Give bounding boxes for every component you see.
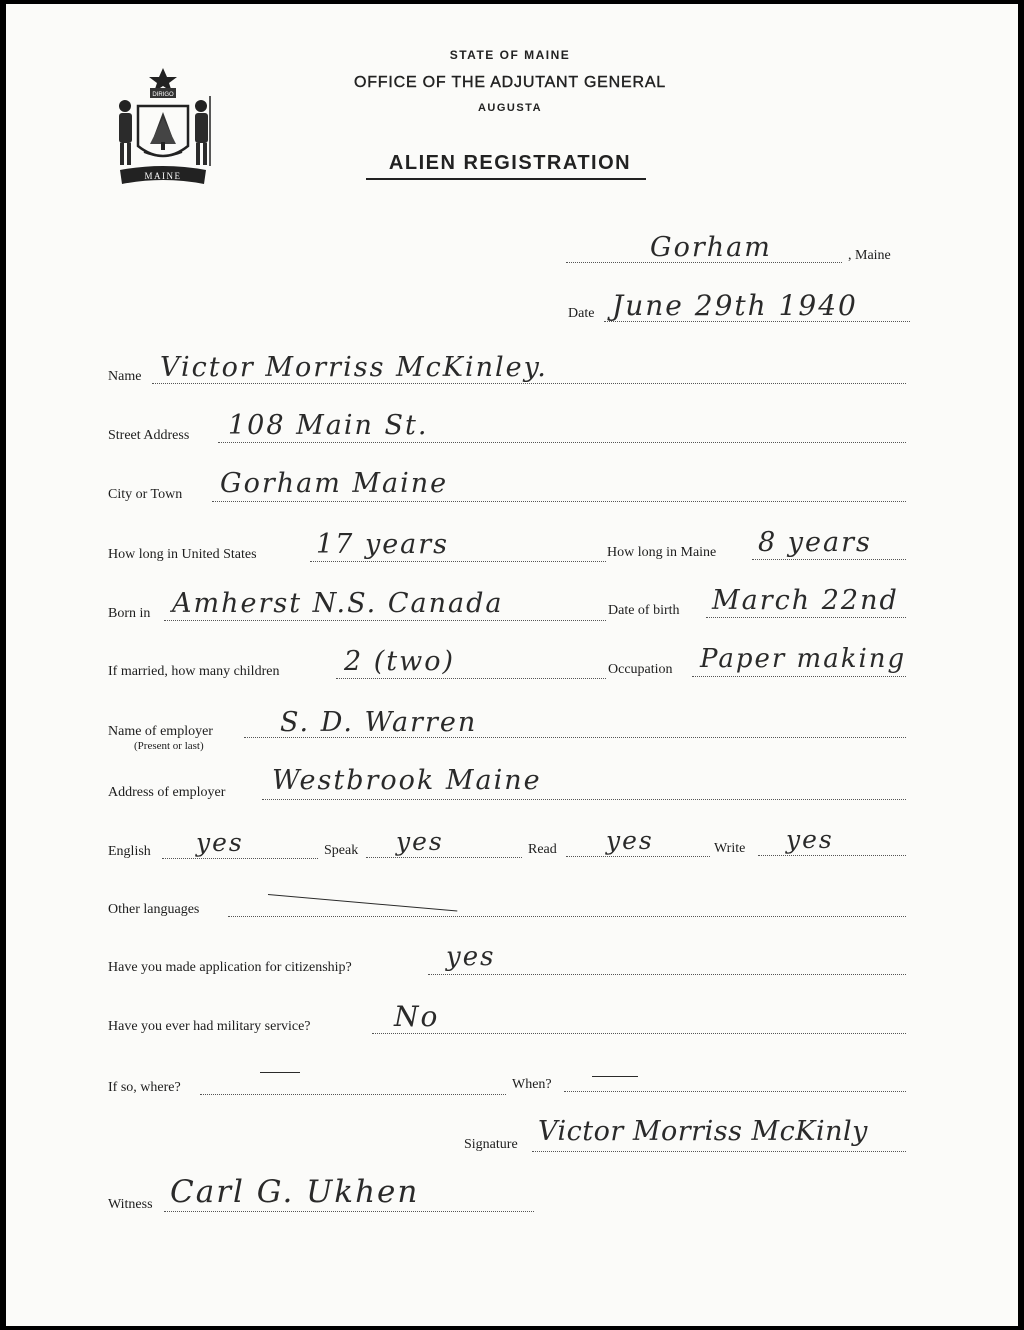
witness-field-line bbox=[164, 1211, 534, 1212]
title-underline bbox=[366, 178, 646, 180]
witness-label: Witness bbox=[108, 1197, 153, 1212]
signature-label: Signature bbox=[464, 1137, 518, 1152]
read-label: Read bbox=[528, 842, 557, 857]
dob-entry: March 22nd bbox=[712, 585, 899, 616]
form-title: ALIEN REGISTRATION bbox=[388, 152, 632, 174]
date-entry: June 29th 1940 bbox=[612, 289, 858, 322]
citizenship-label: Have you made application for citizenship? bbox=[108, 960, 352, 975]
years-us-field-line bbox=[310, 561, 606, 562]
name-field-line bbox=[152, 383, 906, 384]
city-field-line bbox=[212, 501, 906, 502]
children-field-line bbox=[336, 678, 606, 679]
write-entry: yes bbox=[786, 825, 834, 854]
name-label: Name bbox=[108, 369, 142, 384]
years-us-entry: 17 years bbox=[316, 529, 450, 560]
city-heading: AUGUSTA bbox=[477, 102, 543, 114]
speak-label: Speak bbox=[324, 843, 359, 858]
seal-banner: MAINE bbox=[144, 171, 182, 181]
employer-address-entry: Westbrook Maine bbox=[272, 765, 542, 796]
city-label: City or Town bbox=[108, 487, 183, 502]
when-field-line bbox=[564, 1091, 906, 1092]
children-label: If married, how many children bbox=[108, 664, 280, 679]
where-label: If so, where? bbox=[108, 1080, 181, 1095]
read-entry: yes bbox=[606, 826, 654, 855]
office-heading: OFFICE OF THE ADJUTANT GENERAL bbox=[353, 74, 667, 91]
speak-field-line bbox=[366, 857, 522, 858]
speak-entry: yes bbox=[396, 827, 444, 856]
other-languages-label: Other languages bbox=[108, 902, 200, 917]
where-field-line bbox=[200, 1094, 506, 1095]
write-label: Write bbox=[714, 841, 746, 856]
military-entry: No bbox=[394, 1000, 440, 1033]
years-maine-label: How long in Maine bbox=[607, 545, 717, 560]
dob-label: Date of birth bbox=[608, 603, 680, 618]
english-entry: yes bbox=[196, 828, 244, 857]
seal-motto: DIRIGO bbox=[152, 92, 174, 98]
signature-entry: Victor Morriss McKinly bbox=[538, 1116, 868, 1147]
citizenship-entry: yes bbox=[446, 942, 496, 972]
street-entry: 108 Main St. bbox=[228, 410, 429, 441]
occupation-field-line bbox=[692, 676, 906, 677]
employer-label: Name of employer bbox=[108, 724, 213, 739]
when-label: When? bbox=[512, 1077, 552, 1092]
children-entry: 2 (two) bbox=[344, 646, 456, 677]
write-field-line bbox=[758, 855, 906, 856]
read-field-line bbox=[566, 856, 710, 857]
maine-state-seal bbox=[110, 66, 216, 190]
employer-note: (Present or last) bbox=[134, 740, 204, 752]
employer-address-field-line bbox=[262, 799, 906, 800]
other-languages-field-line bbox=[228, 916, 906, 917]
english-field-line bbox=[162, 858, 318, 859]
born-in-field-line bbox=[164, 620, 606, 621]
years-maine-entry: 8 years bbox=[758, 527, 872, 558]
years-maine-field-line bbox=[752, 559, 906, 560]
born-in-entry: Amherst N.S. Canada bbox=[172, 588, 504, 619]
street-field-line bbox=[218, 442, 906, 443]
military-field-line bbox=[372, 1033, 906, 1034]
witness-entry: Carl G. Ukhen bbox=[170, 1174, 420, 1210]
date-label: Date bbox=[568, 306, 595, 321]
occupation-label: Occupation bbox=[608, 662, 673, 677]
born-in-label: Born in bbox=[108, 606, 151, 621]
military-label: Have you ever had military service? bbox=[108, 1019, 311, 1034]
english-label: English bbox=[108, 844, 151, 859]
years-us-label: How long in United States bbox=[108, 547, 257, 562]
state-heading: STATE OF MAINE bbox=[449, 48, 571, 62]
place-suffix: , Maine bbox=[848, 248, 891, 263]
city-entry: Gorham Maine bbox=[220, 468, 449, 499]
dob-field-line bbox=[706, 617, 906, 618]
signature-field-line bbox=[532, 1151, 906, 1152]
street-label: Street Address bbox=[108, 428, 190, 443]
name-entry: Victor Morriss McKinley. bbox=[160, 352, 548, 383]
when-dash bbox=[592, 1076, 638, 1077]
employer-entry: S. D. Warren bbox=[280, 707, 478, 738]
occupation-entry: Paper making bbox=[700, 644, 907, 674]
employer-address-label: Address of employer bbox=[108, 785, 226, 800]
where-dash bbox=[260, 1072, 300, 1073]
place-entry: Gorham bbox=[650, 232, 772, 263]
citizenship-field-line bbox=[428, 974, 906, 975]
